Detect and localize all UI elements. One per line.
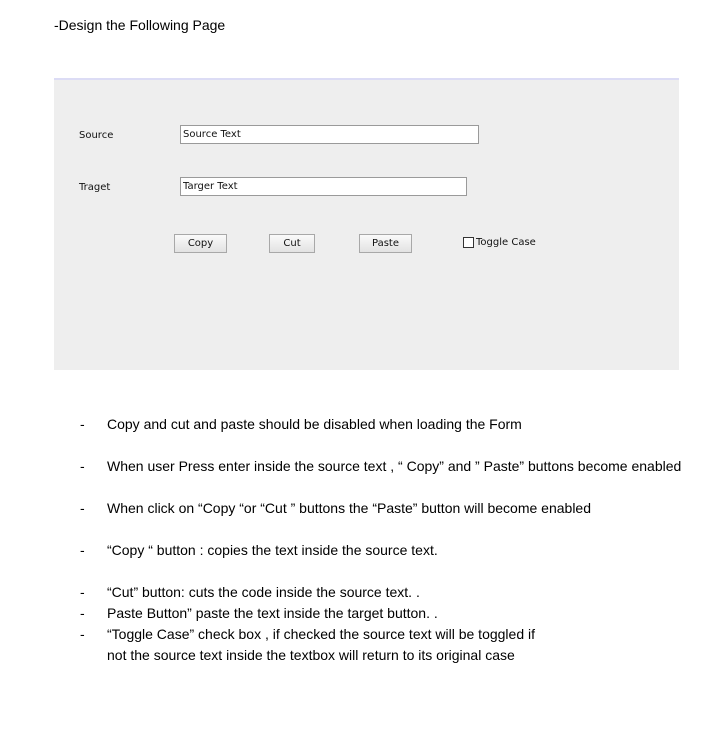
requirement-text: When user Press enter inside the source text , “ Copy” and ” Paste” buttons become enabled (107, 458, 682, 474)
source-text-input[interactable] (180, 125, 479, 144)
list-item (80, 498, 692, 519)
list-item (80, 624, 557, 666)
list-item (80, 540, 692, 561)
list-item (80, 456, 692, 477)
requirement-text: When click on “Copy “or “Cut ” buttons the “Paste” button will become enabled (107, 500, 592, 516)
list-item (80, 603, 692, 624)
paste-button[interactable]: Paste (359, 234, 412, 253)
bullet: - (80, 500, 85, 516)
bullet: - (80, 542, 85, 558)
bullet: - (80, 584, 85, 600)
toggle-case-label: Toggle Case (476, 237, 536, 248)
target-label: Traget (79, 182, 111, 193)
requirement-text: “Toggle Case” check box , if checked the source text will be toggled if not the source text inside the textbox will return to its original case (107, 626, 535, 663)
bullet: - (80, 605, 85, 621)
bullet: - (80, 458, 85, 474)
list-item (80, 414, 692, 435)
toggle-case-checkbox[interactable] (463, 237, 536, 248)
page-heading: -Design the Following Page (54, 17, 226, 33)
copy-button[interactable]: Copy (174, 234, 227, 253)
cut-button[interactable]: Cut (269, 234, 315, 253)
checkbox-square[interactable] (463, 237, 474, 248)
target-text-input[interactable] (180, 177, 467, 196)
bullet: - (80, 416, 85, 432)
source-label: Source (79, 130, 114, 141)
requirement-text: “Copy “ button : copies the text inside the source text. (107, 542, 438, 558)
form-window (54, 78, 679, 370)
requirement-text: “Cut” button: cuts the code inside the source text. . (107, 584, 420, 600)
requirement-text: Paste Button” paste the text inside the target button. . (107, 605, 438, 621)
list-item (80, 582, 692, 603)
requirement-text: Copy and cut and paste should be disabled when loading the Form (107, 416, 522, 432)
bullet: - (80, 626, 85, 642)
